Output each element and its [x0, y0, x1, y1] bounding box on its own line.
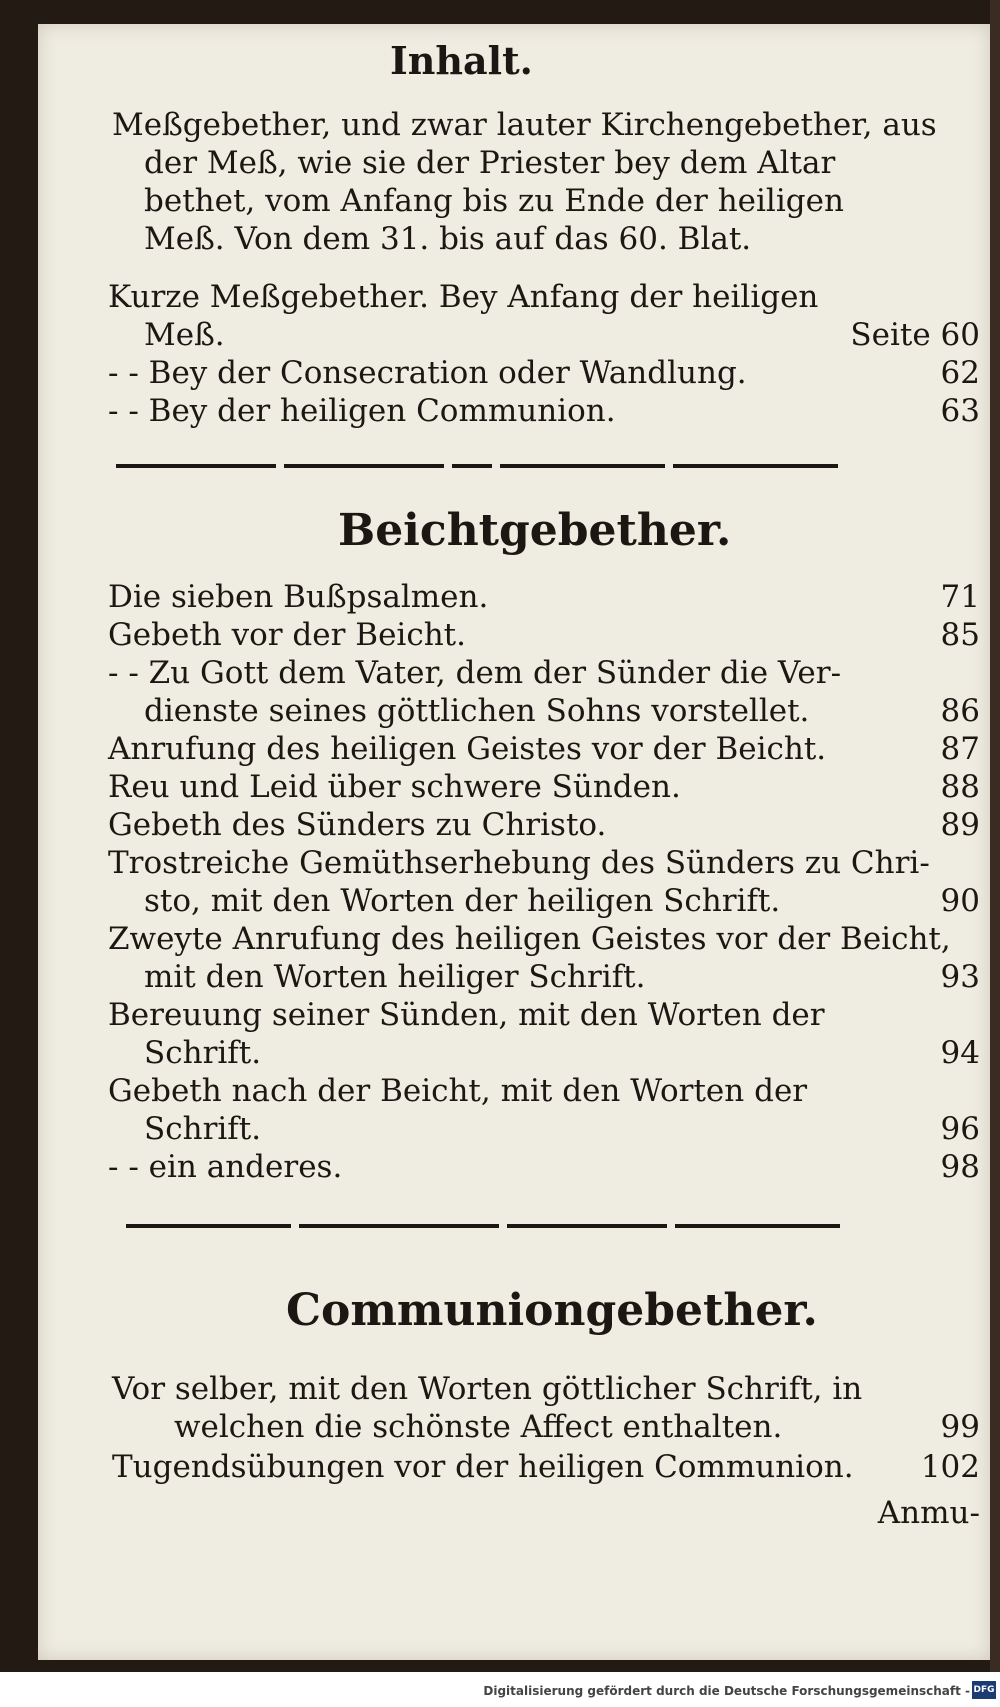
toc-line: Kurze Meßgebether. Bey Anfang der heiligen [108, 279, 819, 315]
toc-line: Zweyte Anrufung des heiligen Geistes vor der Beicht, [108, 921, 951, 957]
toc-line: - - Bey der Consecration oder Wandlung. [108, 355, 747, 391]
toc-page-number: 93 [940, 959, 980, 995]
scan-edge [990, 0, 1000, 1672]
toc-page-number: 102 [920, 1449, 980, 1485]
toc-page-number: 87 [940, 731, 980, 767]
divider-rule [452, 464, 492, 468]
toc-line: Schrift. [144, 1111, 262, 1147]
toc-line: Meß. [144, 317, 225, 353]
toc-line: Meß. Von dem 31. bis auf das 60. Blat. [144, 221, 752, 257]
toc-line: - - ein anderes. [108, 1149, 343, 1185]
book-page [38, 24, 990, 1660]
footer-bar [0, 1676, 1000, 1707]
toc-line: welchen die schönste Affect enthalten. [174, 1409, 783, 1445]
divider-rule [507, 1224, 667, 1228]
toc-line: sto, mit den Worten der heiligen Schrift. [144, 883, 781, 919]
toc-line: bethet, vom Anfang bis zu Ende der heiligen [144, 183, 844, 219]
toc-page-number: 90 [940, 883, 980, 919]
section-heading: Communiongebether. [286, 1285, 818, 1336]
divider-rule [500, 464, 665, 468]
divider-rule [284, 464, 444, 468]
toc-page-number: Seite 60 [850, 317, 980, 353]
toc-page-number: 89 [940, 807, 980, 843]
catchword: Anmu- [877, 1495, 980, 1531]
divider-rule [116, 464, 276, 468]
toc-line: dienste seines göttlichen Sohns vorstellet. [144, 693, 810, 729]
toc-line: Anrufung des heiligen Geistes vor der Beicht. [108, 731, 827, 767]
divider-rule [675, 1224, 840, 1228]
toc-page-number: 86 [940, 693, 980, 729]
toc-line: Trostreiche Gemüthserhebung des Sünders zu Chri- [108, 845, 930, 881]
toc-line: Die sieben Bußpsalmen. [108, 579, 489, 615]
toc-line: Vor selber, mit den Worten göttlicher Schrift, in [112, 1371, 863, 1407]
section-heading: Beichtgebether. [338, 505, 732, 556]
toc-line: Gebeth des Sünders zu Christo. [108, 807, 607, 843]
toc-line: Gebeth vor der Beicht. [108, 617, 466, 653]
toc-line: Schrift. [144, 1035, 262, 1071]
divider-rule [673, 464, 838, 468]
toc-page-number: 98 [940, 1149, 980, 1185]
toc-page-number: 94 [940, 1035, 980, 1071]
toc-page-number: 96 [940, 1111, 980, 1147]
divider-rule [299, 1224, 499, 1228]
toc-page-number: 62 [940, 355, 980, 391]
toc-page-number: 99 [940, 1409, 980, 1445]
toc-line: Meßgebether, und zwar lauter Kirchengebether, aus [112, 107, 937, 143]
toc-page-number: 88 [940, 769, 980, 805]
dfg-logo-icon: DFG [972, 1681, 996, 1699]
toc-line: - - Bey der heiligen Communion. [108, 393, 616, 429]
toc-line: Gebeth nach der Beicht, mit den Worten der [108, 1073, 808, 1109]
divider-rule [126, 1224, 291, 1228]
toc-line: Tugendsübungen vor der heiligen Communion. [112, 1449, 854, 1485]
toc-line: - - Zu Gott dem Vater, dem der Sünder die Ver- [108, 655, 842, 691]
toc-page-number: 85 [940, 617, 980, 653]
toc-line: mit den Worten heiliger Schrift. [144, 959, 646, 995]
toc-line: Bereuung seiner Sünden, mit den Worten der [108, 997, 825, 1033]
toc-page-number: 71 [940, 579, 980, 615]
toc-line: Reu und Leid über schwere Sünden. [108, 769, 681, 805]
page-header: Inhalt. [390, 38, 533, 83]
footer-credit: Digitalisierung gefördert durch die Deutsche Forschungsgemeinschaft - [483, 1684, 970, 1698]
toc-page-number: 63 [940, 393, 980, 429]
toc-line: der Meß, wie sie der Priester bey dem Altar [144, 145, 836, 181]
